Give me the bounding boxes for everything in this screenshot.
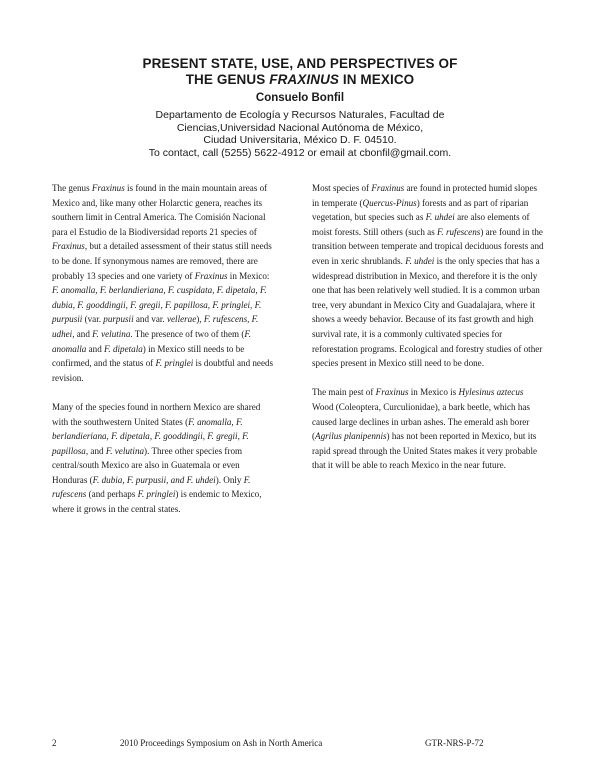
text-run: is found in the main mountain areas of Mexico and, like many other Holarctic genera, reaches its southern limit in Central America. The Comisión Nacional para el Estudio de la Biodiversidad reports 21 species of: [52, 183, 268, 237]
text-run: Quercus-Pinus: [362, 197, 417, 208]
text-run: ) has not been reported in Mexico, but its rapid spread through the United States makes it very probable that it will be able to reach Mexico in the near future.: [312, 431, 538, 471]
text-run: Fraxinus: [371, 183, 405, 193]
text-run: The genus: [52, 183, 92, 193]
footer-proceedings: 2010 Proceedings Symposium on Ash in North America: [120, 738, 323, 748]
page-number: 2: [52, 738, 57, 748]
text-run: ). Three other species from central/south Mexico are also in Guatemala or even Honduras (: [52, 445, 243, 485]
text-run: ) is endemic to Mexico, where it grows in the central states.: [52, 489, 262, 515]
text-run: ) are found in the transition between temperate and tropical deciduous forests and even in xeric shrublands.: [312, 226, 544, 266]
text-run: F. velutina: [92, 328, 131, 339]
paper-title: [0, 56, 600, 88]
text-run: are also elements of moist forests. Still others (such as: [312, 212, 530, 237]
text-run: The main pest of: [312, 387, 376, 398]
text-run: . The presence of two of them (: [130, 328, 245, 339]
text-run: Fraxinus: [52, 241, 85, 252]
right-paragraph-2: [312, 385, 544, 473]
text-run: Wood (Coleoptera, Curculionidae), a bark beetle, which has caused large declines in urban ashes. The emerald ash borer (: [312, 401, 530, 442]
right-column: [312, 181, 544, 487]
title-line-2-pre: THE GENUS: [185, 72, 270, 87]
text-run: , and: [72, 328, 93, 339]
author-name: Consuelo Bonfil: [255, 92, 345, 104]
text-run: purpusii: [103, 314, 134, 325]
text-run: F. rufescens, F. udhei: [52, 314, 259, 339]
title-genus: FRAXINUS: [269, 72, 340, 87]
text-run: F. pringlei: [137, 489, 176, 500]
text-run: vellerae: [166, 314, 197, 325]
text-run: Most species of: [312, 183, 372, 193]
text-run: in Mexico:: [227, 270, 270, 281]
footer-report-id: GTR-NRS-P-72: [425, 738, 484, 748]
text-run: F. velutina: [105, 445, 145, 456]
affiliation-line-3: Ciudad Universitaria, México D. F. 04510.: [203, 134, 397, 147]
text-run: (var.: [82, 314, 104, 325]
right-paragraph-1: [312, 181, 544, 371]
text-run: Fraxinus: [194, 270, 228, 281]
text-run: F. rufescens: [437, 226, 481, 237]
affiliation-contact: To contact, call (5255) 5622-4912 or email at cbonfil@gmail.com.: [148, 146, 452, 159]
text-run: F. anomalla: [52, 328, 252, 354]
text-run: are found in protected humid slopes in temperate (: [312, 183, 538, 208]
text-run: F. anomalla, F. berlandieriana, F. dipetala, F. gooddingii, F. gregii, F. papillosa: [52, 416, 249, 456]
title-line-1: PRESENT STATE, USE, AND PERSPECTIVES OF: [142, 56, 458, 71]
text-run: ) forests and as part of riparian vegetation, but species such as: [312, 197, 529, 223]
left-paragraph-1: [52, 181, 274, 385]
text-run: ),: [196, 314, 204, 325]
text-run: ). Only: [215, 474, 244, 485]
text-run: Hylesinus aztecus: [458, 387, 524, 398]
title-line-2-post: IN MEXICO: [339, 72, 415, 87]
affiliation: [0, 109, 600, 159]
page-footer: [0, 738, 600, 752]
text-run: F. dipetala: [104, 343, 143, 354]
title-line-2: [0, 72, 600, 88]
text-run: Many of the species found in northern Mexico are shared with the southwestern United States (: [52, 401, 261, 427]
text-run: , and: [85, 445, 106, 456]
text-run: Fraxinus: [91, 183, 125, 193]
text-run: Agrilus planipennis: [315, 431, 387, 442]
affiliation-line-2: Ciencias,Universidad Nacional Autónoma de México,: [176, 121, 424, 134]
left-paragraph-2: [52, 400, 274, 517]
text-run: F. rufescens: [52, 474, 251, 500]
text-run: F. uhdei: [425, 212, 455, 223]
text-run: is doubtful and needs revision.: [52, 358, 274, 383]
text-run: F. uhdei: [405, 255, 435, 266]
text-run: (and perhaps: [86, 489, 138, 500]
text-run: ) in Mexico still needs to be confirmed, and the status of: [52, 343, 245, 369]
text-run: F. anomalla, F. berlandieriana, F. cuspidata, F. dipetala, F. dubia, F. gooddingii, F. gregii, F. papillosa, F. pringlei, F. purpusii: [52, 285, 267, 325]
text-run: and: [86, 343, 105, 354]
left-column: [52, 181, 274, 531]
text-run: F. dubia, F. purpusii, and F. uhdei: [92, 474, 216, 485]
text-run: , but a detailed assessment of their status still needs to be done. If synonymous names are removed, there are probably 13 species and one variety of: [52, 241, 272, 281]
text-run: and var.: [133, 314, 167, 325]
affiliation-line-1: Departamento de Ecología y Recursos Naturales, Facultad de: [155, 109, 445, 121]
text-run: Fraxinus: [375, 387, 409, 398]
text-run: is the only species that has a widespread distribution in Mexico, and therefore it is the only one that has been relatively well studied. It is a common urban tree, very abundant in Mexico City and Guadalajara, where it shows a weedy behavior. Because of its fast growth and high survival rate, it is a commonly cultivated species for reforestation programs. Ecological and forestry studies of other species present in Mexico still need to be done.: [312, 255, 543, 369]
text-run: F. pringlei: [155, 358, 194, 369]
text-run: in Mexico is: [408, 387, 459, 398]
